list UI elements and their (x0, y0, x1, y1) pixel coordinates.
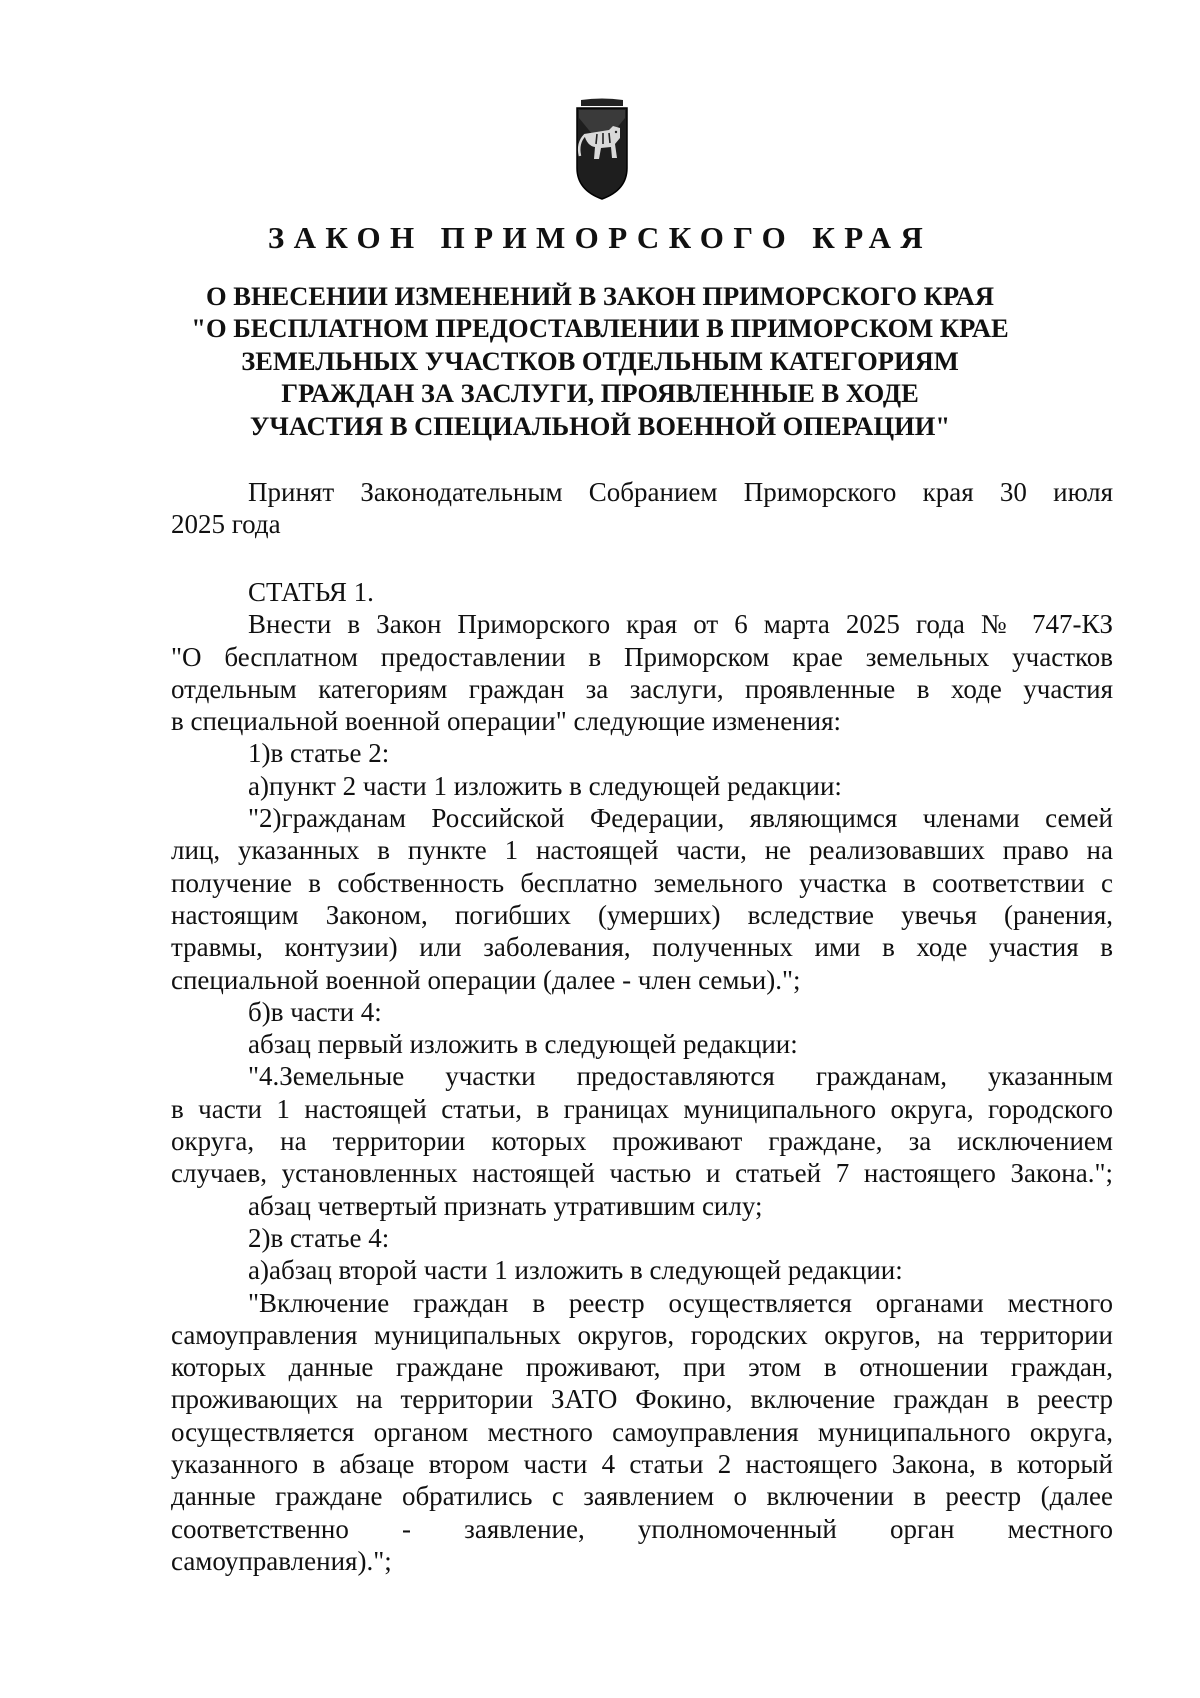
text-line: "2)гражданам Российской Федерации, являющимся членами семей (248, 803, 1113, 834)
subtitle-line: УЧАСТИЯ В СПЕЦИАЛЬНОЙ ВОЕННОЙ ОПЕРАЦИИ" (249, 410, 951, 441)
text-line: настоящим Законом, погибших (умерших) вследствие увечья (ранения, (171, 899, 1113, 930)
text-line: абзац первый изложить в следующей редакции: (248, 1029, 798, 1060)
text-line: лиц, указанных в пункте 1 настоящей части, не реализовавших право на (171, 835, 1113, 866)
text-line: специальной военной операции (далее - член семьи)."; (171, 964, 801, 995)
text-line: соответственно - заявление, уполномоченный орган местного (171, 1513, 1113, 1544)
text-line: округа, на территории которых проживают граждане, за исключением (171, 1126, 1113, 1157)
text-line: случаев, установленных настоящей частью и статьей 7 настоящего Закона."; (171, 1158, 1113, 1189)
subtitle-line: О ВНЕСЕНИИ ИЗМЕНЕНИЙ В ЗАКОН ПРИМОРСКОГО КРАЯ (206, 281, 994, 311)
article-heading: СТАТЬЯ 1. (248, 577, 374, 607)
text-line: Внести в Закон Приморского края от 6 марта 2025 года № 747-КЗ (248, 609, 1113, 640)
law-title: ЗАКОН ПРИМОРСКОГО КРАЯ (267, 220, 933, 255)
text-line: б)в части 4: (248, 996, 382, 1027)
text-line: а)пункт 2 части 1 изложить в следующей редакции: (248, 770, 842, 801)
text-line: в части 1 настоящей статьи, в границах муниципального округа, городского (171, 1093, 1113, 1124)
text-line: самоуправления)."; (171, 1545, 392, 1576)
subtitle-line: "О БЕСПЛАТНОМ ПРЕДОСТАВЛЕНИИ В ПРИМОРСКОМ КРАЕ (191, 313, 1009, 344)
text-line: в специальной военной операции" следующие изменения: (171, 706, 842, 737)
text-line: указанного в абзаце втором части 4 статьи 2 настоящего Закона, в который (171, 1449, 1113, 1480)
text-line: "Включение граждан в реестр осуществляется органами местного (248, 1287, 1113, 1318)
text-line: осуществляется органом местного самоуправления муниципального округа, (171, 1416, 1113, 1447)
article-body (171, 576, 1113, 1577)
text-line: абзац четвертый признать утратившим силу; (248, 1190, 763, 1221)
text-line: данные граждане обратились с заявлением о включении в реестр (далее (171, 1481, 1113, 1512)
adoption-line: Принят Законодательным Собранием Приморского края 30 июля (248, 477, 1113, 507)
law-subtitle (150, 280, 1050, 442)
text-line: проживающих на территории ЗАТО Фокино, включение граждан в реестр (171, 1384, 1113, 1415)
text-line: а)абзац второй части 1 изложить в следующей редакции: (248, 1255, 903, 1286)
text-line: получение в собственность бесплатно земельного участка в соответствии с (171, 867, 1113, 898)
adoption-line: 2025 года (171, 509, 281, 540)
text-line: самоуправления муниципальных округов, городских округов, на территории (171, 1319, 1113, 1350)
primorsky-krai-coat-of-arms-icon (573, 98, 631, 202)
text-line: 1)в статье 2: (248, 738, 390, 769)
text-line: отдельным категориям граждан за заслуги, проявленные в ходе участия (171, 673, 1113, 704)
subtitle-line: ЗЕМЕЛЬНЫХ УЧАСТКОВ ОТДЕЛЬНЫМ КАТЕГОРИЯМ (241, 345, 959, 376)
adoption-note (171, 476, 1113, 541)
text-line: "4.Земельные участки предоставляются гражданам, указанным (248, 1061, 1113, 1092)
text-line: которых данные граждане проживают, при этом в отношении граждан, (171, 1352, 1113, 1383)
text-line: 2)в статье 4: (248, 1222, 390, 1253)
text-line: травмы, контузии) или заболевания, полученных ими в ходе участия в (171, 932, 1113, 963)
subtitle-line: ГРАЖДАН ЗА ЗАСЛУГИ, ПРОЯВЛЕННЫЕ В ХОДЕ (281, 378, 919, 409)
text-line: "О бесплатном предоставлении в Приморском крае земельных участков (171, 641, 1113, 672)
